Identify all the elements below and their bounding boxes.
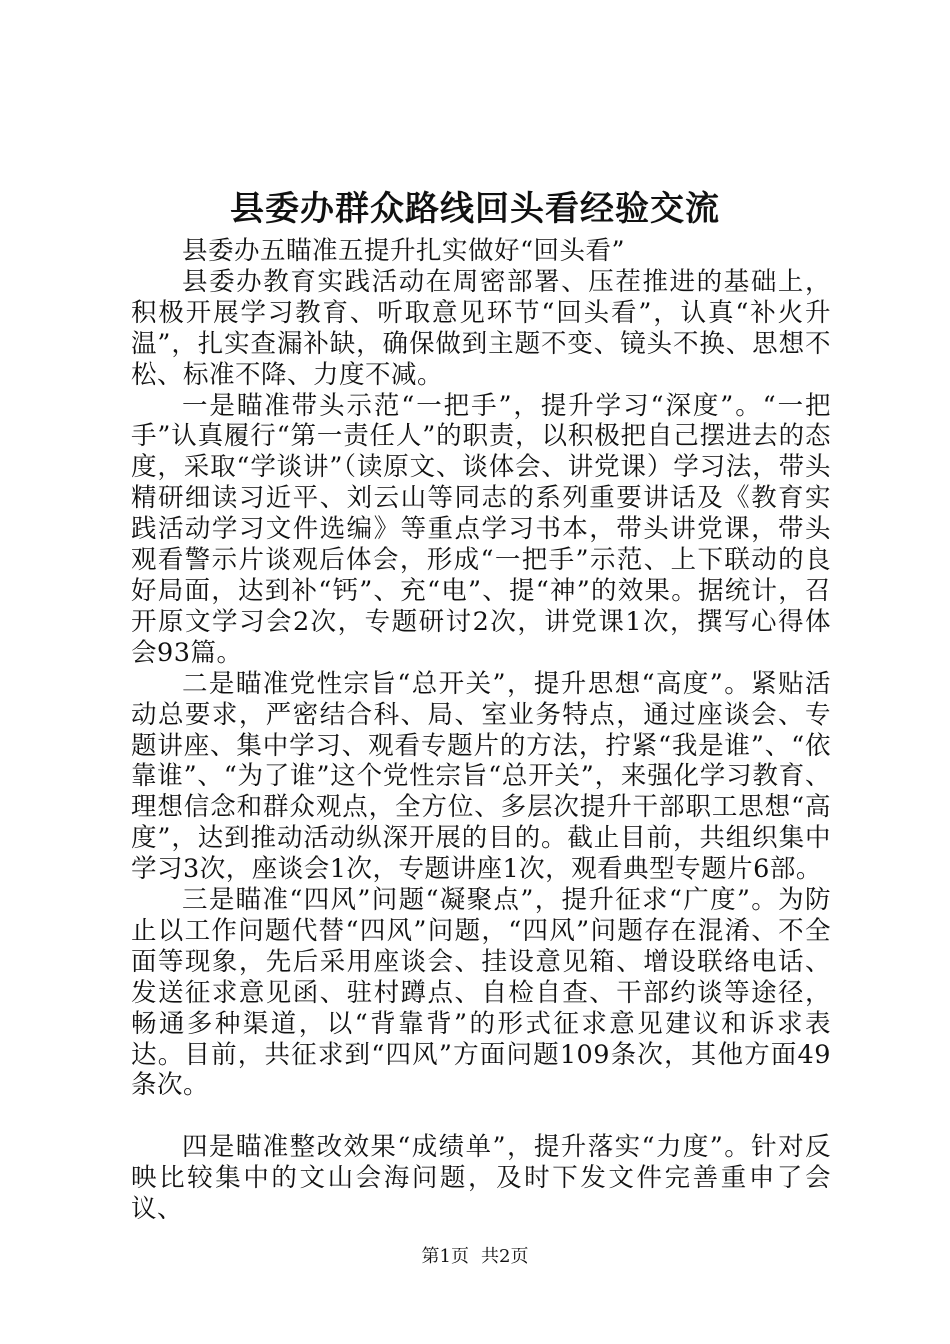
document-title: 县委办群众路线回头看经验交流 xyxy=(230,189,720,229)
page-number-current: 第1页 xyxy=(421,1246,469,1267)
paragraph-point-one: 一是瞄准带头示范“一把手”，提升学习“深度”。“一把手”认真履行“第一责任人”的职责，以积极把自己摆进去的态度，采取“学谈讲”（读原文、谈体会、讲党课）学习法，带头精研细读习近平、刘云山等同志的系列重要讲话及《教育实践活动学习文件选编》等重点学习书本，带头讲党课，带头观看警示片谈观后体会，形成“一把手”示范、上下联动的良好局面，达到补“钙”、充“电”、提“神”的效果。据统计，召开原文学习会2次，专题研讨2次，讲党课1次，撰写心得体会93篇。 xyxy=(131,390,831,668)
document-body xyxy=(131,236,831,1225)
page-number-total: 共2页 xyxy=(481,1246,529,1267)
paragraph-point-three: 三是瞄准“四风”问题“凝聚点”，提升征求“广度”。为防止以工作问题代替“四风”问题，“四风”问题存在混淆、不全面等现象，先后采用座谈会、挂设意见箱、增设联络电话、发送征求意见函、驻村蹲点、自检自查、干部约谈等途径，畅通多种渠道，以“背靠背”的形式征求意见建议和诉求表达。目前，共征求到“四风”方面问题109条次，其他方面49条次。 xyxy=(131,885,831,1101)
paragraph-point-two: 二是瞄准党性宗旨“总开关”，提升思想“高度”。紧贴活动总要求，严密结合科、局、室业务特点，通过座谈会、专题讲座、集中学习、观看专题片的方法，拧紧“我是谁”、“依靠谁”、“为了谁”这个党性宗旨“总开关”，来强化学习教育、理想信念和群众观点，全方位、多层次提升干部职工思想“高度”，达到推动活动纵深开展的目的。截止目前，共组织集中学习3次，座谈会1次，专题讲座1次，观看典型专题片6部。 xyxy=(131,668,831,885)
page-footer xyxy=(0,1245,950,1269)
paragraph-subtitle: 县委办五瞄准五提升扎实做好“回头看” xyxy=(182,236,626,266)
paragraph-point-four: 四是瞄准整改效果“成绩单”，提升落实“力度”。针对反映比较集中的文山会海问题，及时下发文件完善重申了会议、 xyxy=(131,1132,831,1225)
paragraph-intro: 县委办教育实践活动在周密部署、压茬推进的基础上，积极开展学习教育、听取意见环节“回头看”，认真“补火升温”，扎实查漏补缺，确保做到主题不变、镜头不换、思想不松、标准不降、力度不减。 xyxy=(131,266,831,390)
